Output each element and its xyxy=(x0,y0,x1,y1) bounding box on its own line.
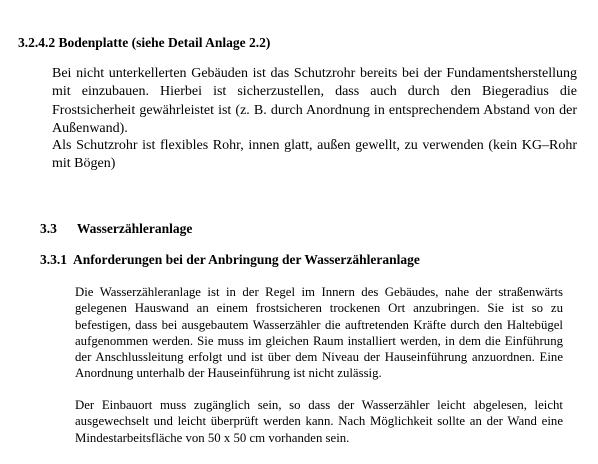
paragraph-wasserzaehler-anbringung: Die Wasserzähleranlage ist in der Regel im Innern des Gebäudes, nahe der straßenwärts gelegenen Hauswand an einem frostsicheren trockenen Ort anzubringen. Sie ist so zu befestigen, dass bei ausgebautem Wasserzähler die auftretenden Kräfte durch den Haltebügel aufgenommen werden. Sie muss im gleichen Raum installiert werden, in dem die Einführung der Anschlussleitung erfolgt und ist über dem Niveau der Hauseinführung anzuordnen. Eine Anordnung unterhalb der Hauseinführung ist nicht zulässig. xyxy=(75,285,563,381)
paragraph-schutzrohr-material: Als Schutzrohr ist flexibles Rohr, innen glatt, außen gewellt, zu verwenden (kein KG–Rohr mit Bögen) xyxy=(52,138,577,172)
paragraph-schutzrohr-einbau: Bei nicht unterkellerten Gebäuden ist das Schutzrohr bereits bei der Fundamentsherstellung mit einzubauen. Hierbei ist sicherzustellen, dass auch durch den Biegeradius die Frostsicherheit gewährleistet ist (z. B. durch Anordnung in entsprechendem Abstand von der Außenwand). xyxy=(52,66,577,136)
section-heading-3-3: 3.3 Wasserzähleranlage xyxy=(40,221,193,236)
section-heading-3-3-1: 3.3.1 Anforderungen bei der Anbringung der Wasserzähleranlage xyxy=(40,252,420,267)
section-heading-3-2-4-2: 3.2.4.2 Bodenplatte (siehe Detail Anlage 2.2) xyxy=(18,35,271,50)
paragraph-einbauort: Der Einbauort muss zugänglich sein, so dass der Wasserzähler leicht abgelesen, leicht ausgewechselt und leicht überprüft werden kann. Nach Möglichkeit sollte an der Wand eine Mindestarbeitsfläche von 50 x 50 cm vorhanden sein. xyxy=(75,398,563,445)
